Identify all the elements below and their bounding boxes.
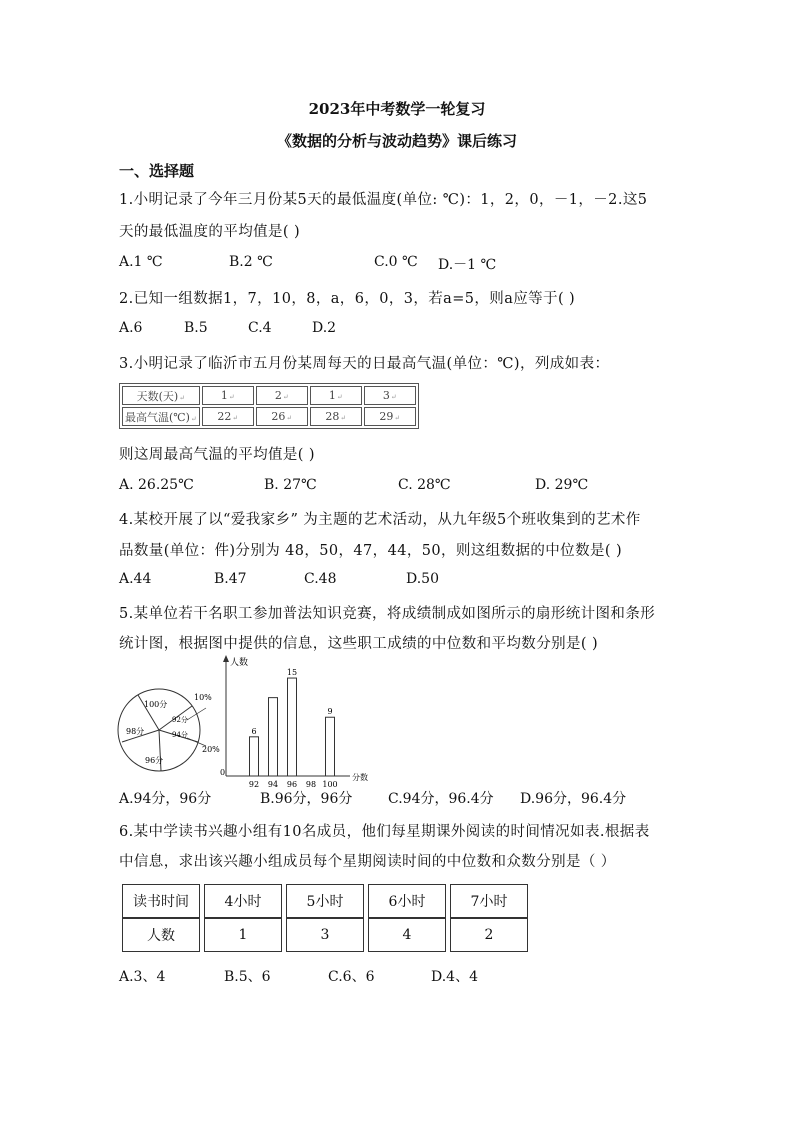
q3-line2: 则这周最高气温的平均值是( ) bbox=[119, 447, 315, 463]
pie-leader-line bbox=[187, 708, 206, 720]
bar-chart bbox=[212, 652, 377, 789]
table-cell: 2↵ bbox=[256, 386, 308, 405]
q5-option-d: D.96分，96.4分 bbox=[520, 791, 627, 807]
q3-line1: 3.小明记录了临沂市五月份某周每天的日最高气温(单位：℃)，列成如表： bbox=[119, 356, 610, 372]
bar-value-label: 9 bbox=[327, 707, 333, 717]
doc-title-line2: 《数据的分析与波动趋势》课后练习 bbox=[276, 132, 517, 150]
q5-line2: 统计图，根据图中提供的信息，这些职工成绩的中位数和平均数分别是( ) bbox=[119, 636, 599, 652]
table-row bbox=[122, 918, 528, 952]
q1-line2: 天的最低温度的平均值是( ) bbox=[119, 224, 301, 240]
table-cell: 1↵ bbox=[202, 386, 254, 405]
doc-title-line1: 2023年中考数学一轮复习 bbox=[308, 100, 486, 118]
q4-option-d: D.50 bbox=[406, 571, 439, 587]
q2-option-b: B.5 bbox=[184, 320, 208, 336]
q1-option-a: A.1 ℃ bbox=[119, 254, 163, 270]
table-cell: 7小时 bbox=[450, 884, 528, 918]
q5-option-a: A.94分，96分 bbox=[119, 791, 212, 807]
pie-label-100: 100分 bbox=[144, 700, 168, 709]
table-cell: 4小时 bbox=[204, 884, 282, 918]
table-cell: 人数 bbox=[122, 918, 200, 952]
table-cell: 3 bbox=[286, 918, 364, 952]
q4-option-a: A.44 bbox=[119, 571, 152, 587]
table-cell: 5小时 bbox=[286, 884, 364, 918]
table-cell: 最高气温(℃)↵ bbox=[122, 407, 200, 426]
q3-option-c: C. 28℃ bbox=[398, 477, 451, 493]
x-tick-label: 96 bbox=[286, 780, 298, 789]
q2-option-d: D.2 bbox=[312, 320, 337, 336]
table-cell: 3↵ bbox=[364, 386, 416, 405]
q2-option-c: C.4 bbox=[248, 320, 272, 336]
x-tick-label: 100 bbox=[322, 780, 338, 789]
table-cell: 28↵ bbox=[310, 407, 362, 426]
q1-option-d: D.－1 ℃ bbox=[438, 257, 497, 273]
table-row bbox=[122, 386, 416, 405]
q3-option-d: D. 29℃ bbox=[535, 477, 589, 493]
bar-value-label: 15 bbox=[286, 668, 298, 678]
y-axis-label: 人数 bbox=[230, 658, 249, 668]
q6-line2: 中信息，求出该兴趣小组成员每个星期阅读时间的中位数和众数分别是（ ） bbox=[119, 854, 616, 870]
q6-option-b: B.5、6 bbox=[224, 969, 271, 985]
table-cell: 4 bbox=[368, 918, 446, 952]
q4-option-b: B.47 bbox=[214, 571, 247, 587]
q5-option-c: C.94分，96.4分 bbox=[388, 791, 494, 807]
q5-line1: 5.某单位若干名职工参加普法知识竞赛，将成绩制成如图所示的扇形统计图和条形 bbox=[119, 606, 656, 622]
q4-line1: 4.某校开展了以“爱我家乡” 为主题的艺术活动，从九年级5个班收集到的艺术作 bbox=[119, 512, 641, 528]
q4-line2: 品数量(单位：件)分别为 48，50，47，44，50，则这组数据的中位数是( ) bbox=[119, 543, 622, 559]
section-heading: 一、选择题 bbox=[119, 162, 195, 180]
q1-option-c: C.0 ℃ bbox=[374, 254, 418, 270]
q6-option-c: C.6、6 bbox=[328, 969, 375, 985]
table-row bbox=[122, 884, 528, 918]
table-cell: 1 bbox=[204, 918, 282, 952]
bar-94 bbox=[269, 698, 278, 776]
q6-option-a: A.3、4 bbox=[119, 969, 166, 985]
q5-option-b: B.96分，96分 bbox=[260, 791, 353, 807]
q2-line1: 2.已知一组数据1，7，10，8，a，6，0，3，若a=5，则a应等于( ) bbox=[119, 291, 576, 307]
q1-option-b: B.2 ℃ bbox=[229, 254, 273, 270]
q6-option-d: D.4、4 bbox=[431, 969, 478, 985]
bar-100 bbox=[326, 717, 335, 776]
x-axis-label: 分数 bbox=[352, 773, 368, 782]
bar-96 bbox=[288, 678, 297, 776]
pie-label-96: 96分 bbox=[145, 756, 164, 765]
table-cell: 29↵ bbox=[364, 407, 416, 426]
table-cell: 天数(天)↵ bbox=[122, 386, 200, 405]
table-cell: 读书时间 bbox=[122, 884, 200, 918]
pie-label-92: 92分 bbox=[172, 716, 188, 724]
q1-line1: 1.小明记录了今年三月份某5天的最低温度(单位: ℃)：1，2，0，－1，－2.这5 bbox=[119, 192, 648, 208]
table-row bbox=[122, 407, 416, 426]
origin-label: 0 bbox=[220, 768, 226, 777]
x-tick-label: 98 bbox=[305, 780, 317, 789]
x-tick-label: 94 bbox=[267, 780, 279, 789]
pie-annotation-10: 10% bbox=[194, 693, 212, 702]
q6-line1: 6.某中学读书兴趣小组有10名成员，他们每星期课外阅读的时间情况如表.根据表 bbox=[119, 824, 650, 840]
table-cell: 22↵ bbox=[202, 407, 254, 426]
q3-option-b: B. 27℃ bbox=[264, 477, 317, 493]
pie-label-94: 94分 bbox=[172, 731, 188, 739]
table-cell: 2 bbox=[450, 918, 528, 952]
bar-value-label: 6 bbox=[251, 726, 257, 736]
q2-option-a: A.6 bbox=[119, 320, 143, 336]
reading-time-table bbox=[122, 884, 528, 952]
bar-92 bbox=[250, 737, 259, 776]
pie-label-98: 98分 bbox=[126, 727, 145, 736]
y-axis-arrow bbox=[223, 655, 229, 662]
pie-annotation-20: 20% bbox=[202, 745, 220, 754]
table-cell: 6小时 bbox=[368, 884, 446, 918]
q4-option-c: C.48 bbox=[304, 571, 337, 587]
pie-chart bbox=[112, 680, 222, 780]
x-tick-label: 92 bbox=[248, 780, 260, 789]
table-cell: 1↵ bbox=[310, 386, 362, 405]
table-cell: 26↵ bbox=[256, 407, 308, 426]
temperature-table bbox=[119, 383, 419, 429]
q3-option-a: A. 26.25℃ bbox=[119, 477, 194, 493]
